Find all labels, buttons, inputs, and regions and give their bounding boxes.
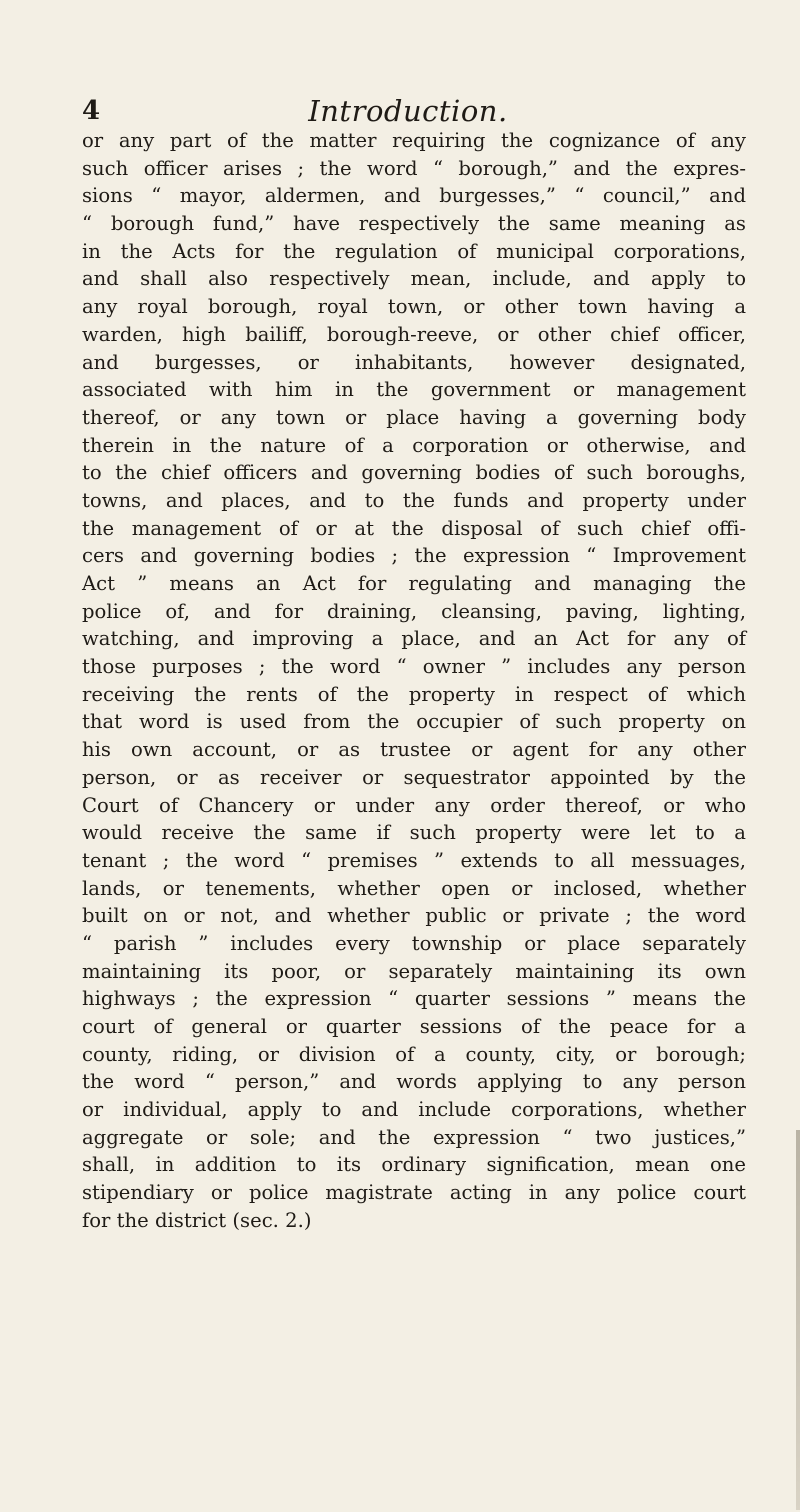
text-line: any royal borough, royal town, or other town having a xyxy=(82,295,746,319)
text-line: Act ” means an Act for regulating and managing the xyxy=(82,572,746,595)
text-line: or any part of the matter requiring the cognizance of any xyxy=(82,129,746,152)
text-line: and burgesses, or inhabitants, however designated, xyxy=(82,350,746,374)
text-line: watching, and improving a place, and an Act for any of xyxy=(82,627,746,651)
text-line: in the Acts for the regulation of municipal corporations, xyxy=(82,239,746,263)
text-line: tenant ; the word “ premises ” extends to all messuages, xyxy=(82,848,746,872)
text-line: person, or as receiver or sequestrator appointed by the xyxy=(82,765,746,789)
text-line: sions “ mayor, aldermen, and burgesses,” “ council,” and xyxy=(82,184,746,208)
text-line: that word is used from the occupier of such property on xyxy=(82,710,746,734)
text-line: “ borough fund,” have respectively the same meaning as xyxy=(82,212,746,236)
text-line: stipendiary or police magistrate acting in any police court xyxy=(82,1181,746,1205)
running-title: Introduction. xyxy=(308,94,508,128)
text-line: therein in the nature of a corporation or otherwise, and xyxy=(82,433,746,457)
text-line: shall, in addition to its ordinary signification, mean one xyxy=(82,1153,746,1177)
page-edge-shadow xyxy=(796,1130,800,1510)
page-number: 4 xyxy=(82,96,101,126)
text-line: the management of or at the disposal of such chief offi- xyxy=(82,516,746,540)
text-line: associated with him in the government or management xyxy=(82,378,746,402)
text-line: police of, and for draining, cleansing, paving, lighting, xyxy=(82,599,746,623)
text-line: such officer arises ; the word “ borough,” and the expres- xyxy=(82,156,746,180)
text-line: built on or not, and whether public or private ; the word xyxy=(82,904,746,928)
text-line: “ parish ” includes every township or place separately xyxy=(82,931,746,955)
text-line: those purposes ; the word “ owner ” includes any person xyxy=(82,655,746,679)
text-line: to the chief officers and governing bodies of such boroughs, xyxy=(82,461,746,485)
text-line: his own account, or as trustee or agent for any other xyxy=(82,738,746,762)
text-line: warden, high bailiff, borough-reeve, or other chief officer, xyxy=(82,322,746,346)
text-line: court of general or quarter sessions of the peace for a xyxy=(82,1015,746,1038)
body-paragraph xyxy=(82,127,746,1235)
text-line: or individual, apply to and include corporations, whether xyxy=(82,1098,746,1122)
text-line: Court of Chancery or under any order thereof, or who xyxy=(82,793,746,817)
text-line: aggregate or sole; and the expression “ two justices,” xyxy=(82,1125,746,1149)
text-line: for the district (sec. 2.) xyxy=(82,1208,312,1232)
text-line: thereof, or any town or place having a governing body xyxy=(82,405,746,429)
page-header xyxy=(78,46,738,128)
text-line: the word “ person,” and words applying to any person xyxy=(82,1070,746,1094)
text-line: highways ; the expression “ quarter sessions ” means the xyxy=(82,987,746,1011)
text-line: maintaining its poor, or separately maintaining its own xyxy=(82,959,746,983)
text-line: receiving the rents of the property in respect of which xyxy=(82,682,746,706)
text-line: would receive the same if such property were let to a xyxy=(82,821,746,845)
text-line: and shall also respectively mean, include, and apply to xyxy=(82,267,746,291)
text-line: cers and governing bodies ; the expression “ Improvement xyxy=(82,544,746,568)
text-line: lands, or tenements, whether open or inclosed, whether xyxy=(82,876,746,900)
text-line: towns, and places, and to the funds and property under xyxy=(82,488,746,512)
text-line: county, riding, or division of a county, city, or borough; xyxy=(82,1042,746,1066)
